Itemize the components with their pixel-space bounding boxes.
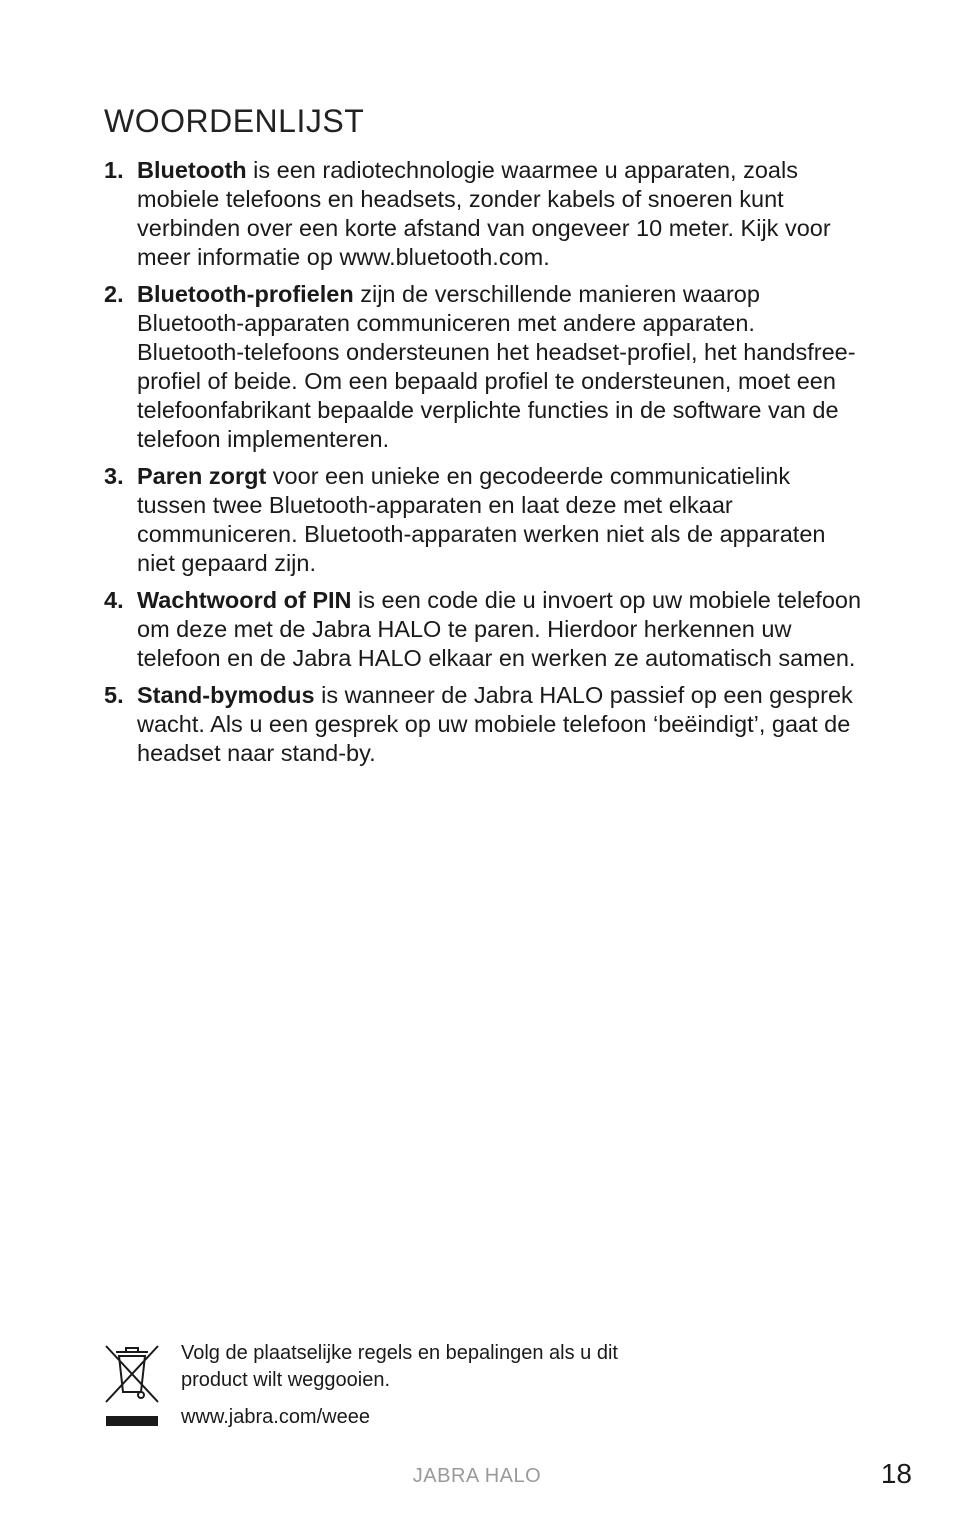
item-definition: is een code die u invoert op uw mobiele telefoon om deze met de Jabra HALO te paren. Hierdoor herkennen uw telefoon en de Jabra HALO elkaar en werken ze automatisch samen. xyxy=(137,587,862,671)
item-number: 5. xyxy=(104,682,124,708)
item-term: Wachtwoord of PIN xyxy=(137,587,352,613)
item-body xyxy=(137,681,864,768)
glossary-item-1 xyxy=(104,156,864,272)
item-body xyxy=(137,156,864,272)
item-term: Bluetooth-profielen xyxy=(137,281,354,307)
page-number: 18 xyxy=(880,1458,912,1489)
item-definition: zijn de verschillende manieren waarop Bluetooth-apparaten communiceren met andere apparaten. Bluetooth-telefoons ondersteunen het headset-profiel, het handsfree-profiel of beide. Om een bepaald profiel te ondersteunen, moet een telefoonfabrikant bepaalde verplichte functies in de software van de telefoon implementeren. xyxy=(137,281,856,452)
glossary-list xyxy=(104,156,864,776)
item-definition: is een radiotechnologie waarmee u apparaten, zoals mobiele telefoons en headsets, zonder kabels of snoeren kunt verbinden over een korte afstand van ongeveer 10 meter. Kijk voor meer informatie op www.bluetooth.com. xyxy=(137,157,831,270)
disposal-note: Volg de plaatselijke regels en bepalingen als u dit product wilt weggooien. xyxy=(181,1342,618,1391)
glossary-item-5 xyxy=(104,681,864,768)
footer-brand: JABRA HALO xyxy=(412,1465,542,1487)
item-number: 3. xyxy=(104,463,124,489)
item-definition: voor een unieke en gecodeerde communicatielink tussen twee Bluetooth-apparaten en laat deze met elkaar communiceren. Bluetooth-apparaten werken niet als de apparaten niet gepaard zijn. xyxy=(137,463,826,576)
item-term: Stand-bymodus xyxy=(137,682,315,708)
crossed-out-wheelie-bin-icon xyxy=(104,1340,160,1428)
item-number: 1. xyxy=(104,157,124,183)
page-title: WOORDENLIJST xyxy=(104,103,365,139)
item-term: Paren zorgt xyxy=(137,463,267,489)
item-body xyxy=(137,280,864,454)
item-body xyxy=(137,462,864,578)
glossary-item-3 xyxy=(104,462,864,578)
item-term: Bluetooth xyxy=(137,157,247,183)
weee-link[interactable]: www.jabra.com/weee xyxy=(181,1406,370,1428)
item-definition: is wanneer de Jabra HALO passief op een gesprek wacht. Als u een gesprek op uw mobiele telefoon ‘beëindigt’, gaat de headset naar stand-by. xyxy=(137,682,853,766)
glossary-item-4 xyxy=(104,586,864,673)
item-number: 4. xyxy=(104,587,124,613)
item-number: 2. xyxy=(104,281,124,307)
item-body xyxy=(137,586,864,673)
glossary-item-2 xyxy=(104,280,864,454)
